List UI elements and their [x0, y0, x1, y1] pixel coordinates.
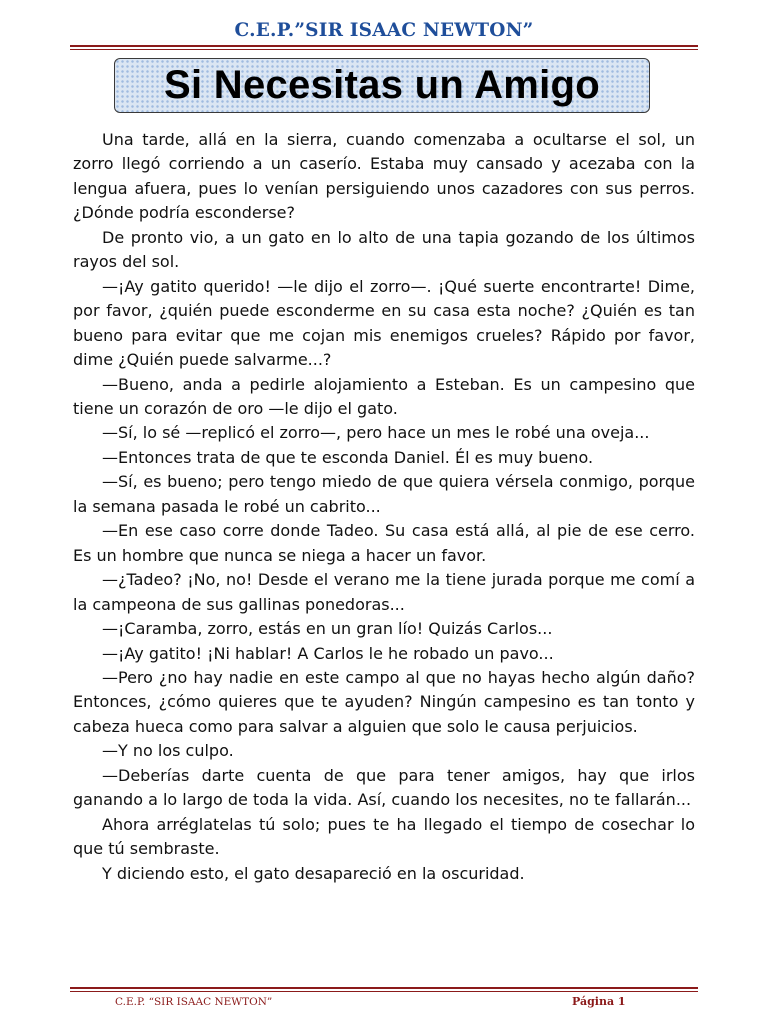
footer-divider — [70, 987, 698, 992]
paragraph: —En ese caso corre donde Tadeo. Su casa está allá, al pie de ese cerro. Es un hombre que nunca se niega a hacer un favor. — [73, 521, 695, 565]
story-title: Si Necesitas un Amigo — [163, 63, 601, 107]
paragraph: —¡Caramba, zorro, estás en un gran lío! Quizás Carlos... — [102, 619, 553, 639]
page-header-title: C.E.P.”SIR ISAAC NEWTON” — [234, 20, 534, 41]
paragraph: —Y no los culpo. — [102, 741, 234, 761]
paragraph: —Deberías darte cuenta de que para tener amigos, hay que irlos ganando a lo largo de toda la vida. Así, cuando los necesites, no te fallarán... — [73, 765, 695, 810]
paragraph: —Entonces trata de que te esconda Daniel. Él es muy bueno. — [102, 447, 594, 467]
paragraph: —¡Ay gatito querido! —le dijo el zorro—. ¡Qué suerte encontrarte! Dime, por favor, ¿quién puede esconderme en su casa esta noche? ¿Quién es tan bueno para evitar que me cojan mis enemigos crueles? Rápido por favor, dime ¿Quién puede salvarme...? — [73, 276, 695, 370]
paragraph: —Sí, es bueno; pero tengo miedo de que quiera vérsela conmigo, porque la semana pasada le robé un cabrito... — [73, 472, 695, 516]
paragraph: —¿Tadeo? ¡No, no! Desde el verano me la tiene jurada porque me comí a la campeona de sus gallinas ponedoras... — [73, 570, 695, 614]
paragraph: —Bueno, anda a pedirle alojamiento a Esteban. Es un campesino que tiene un corazón de oro —le dijo el gato. — [73, 374, 695, 418]
paragraph: —Sí, lo sé —replicó el zorro—, pero hace un mes le robé una oveja... — [102, 423, 650, 443]
paragraph: Una tarde, allá en la sierra, cuando comenzaba a ocultarse el sol, un zorro llegó corriendo a un caserío. Estaba muy cansado y acezaba con la lengua afuera, pues lo venían persiguiendo unos cazadores con sus perros. ¿Dónde podría esconderse? — [73, 130, 695, 223]
paragraph: De pronto vio, a un gato en lo alto de una tapia gozando de los últimos rayos del sol. — [73, 227, 695, 272]
page-number: Página 1 — [572, 995, 626, 1008]
title-banner — [114, 58, 650, 113]
header-divider — [70, 45, 698, 50]
story-body — [73, 128, 695, 886]
paragraph: —Pero ¿no hay nadie en este campo al que no hayas hecho algún daño? Entonces, ¿cómo quieres que te ayuden? Ningún campesino es tan tonto y cabeza hueca como para salvar a alguien que solo le causa perjuicios. — [73, 667, 695, 736]
paragraph: —¡Ay gatito! ¡Ni hablar! A Carlos le he robado un pavo... — [102, 643, 554, 663]
paragraph: Ahora arréglatelas tú solo; pues te ha llegado el tiempo de cosechar lo que tú sembraste. — [73, 814, 695, 859]
paragraph: Y diciendo esto, el gato desapareció en la oscuridad. — [102, 863, 525, 883]
footer-school-name: C.E.P. “SIR ISAAC NEWTON” — [115, 996, 273, 1008]
